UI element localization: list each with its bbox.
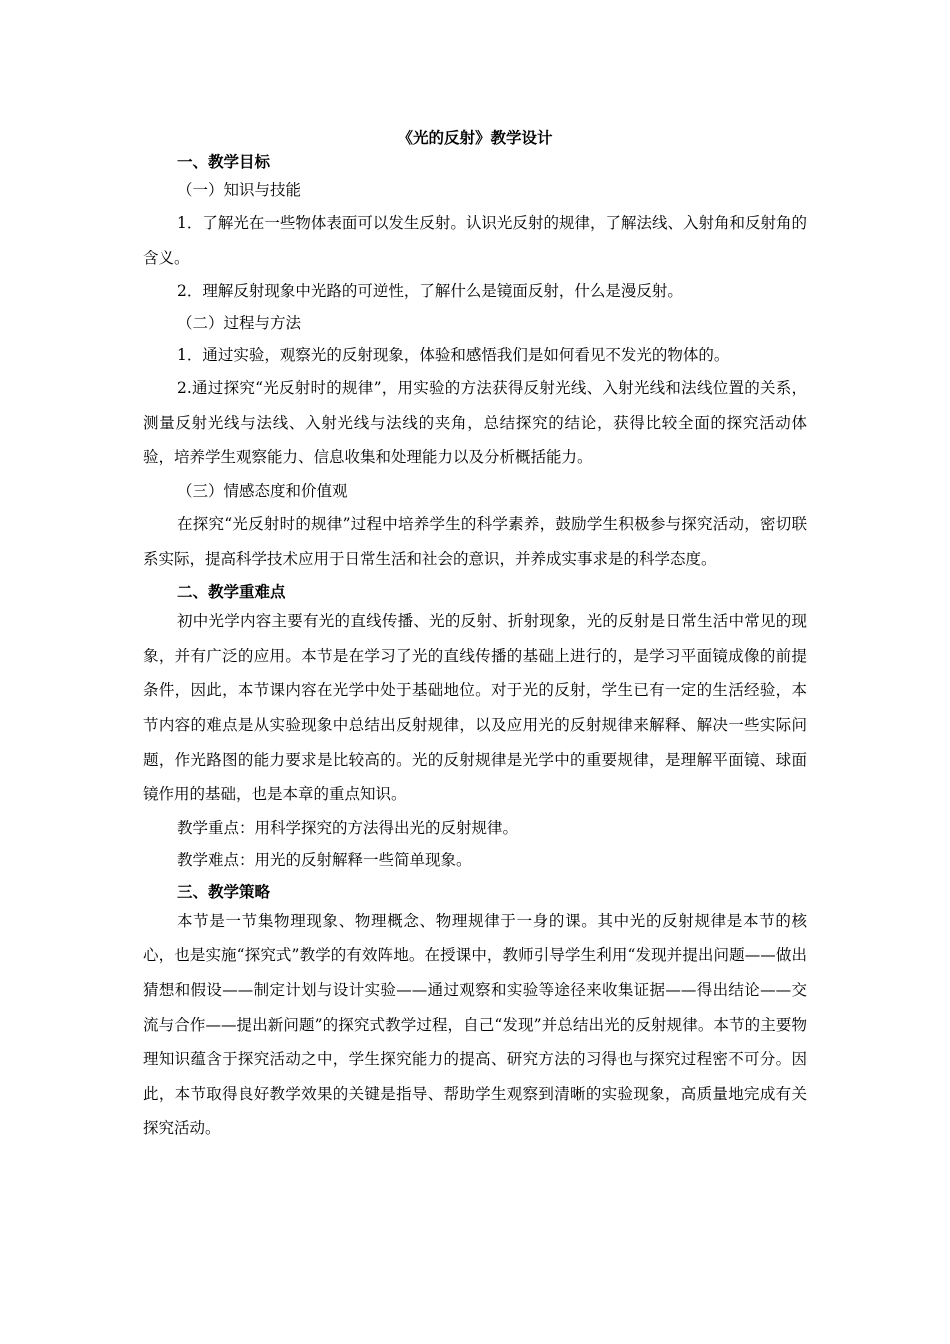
document-title: 《光的反射》教学设计 — [397, 129, 553, 147]
paragraph: 初中光学内容主要有光的直线传播、光的反射、折射现象，光的反射是日常生活中常见的现象，并有广泛的应用。本节是在学习了光的直线传播的基础上进行的，是学习平面镜成像的前提条件，因此，本节课内容在光学中处于基础地位。对于光的反射，学生已有一定的生活经验，本节内容的难点是从实验现象中总结出反射规律，以及应用光的反射规律来解释、解决一些实际问题，作光路图的能力要求是比较高的。光的反射规律是光学中的重要规律，是理解平面镜、球面镜作用的基础，也是本章的重点知识。 — [143, 612, 807, 804]
paragraph: 2．理解反射现象中光路的可逆性，了解什么是镜面反射，什么是漫反射。 — [177, 282, 683, 301]
paragraph: 1．通过实验，观察光的反射现象，体验和感悟我们是如何看见不发光的物体的。 — [177, 346, 730, 365]
paragraph-difficulty: 教学难点：用光的反射解释一些简单现象。 — [177, 850, 472, 869]
section-heading-key-points: 二、教学重难点 — [177, 583, 286, 602]
subheading-process-method: （二）过程与方法 — [177, 314, 302, 333]
paragraph: 本节是一节集物理现象、物理概念、物理规律于一身的课。其中光的反射规律是本节的核心，也是实施“探究式”教学的有效阵地。在授课中，教师引导学生利用“发现并提出问题——做出猜想和假设——制定计划与设计实验——通过观察和实验等途径来收集证据——得出结论——交流与合作——提出新问题”的探究式教学过程，自己“发现”并总结出光的反射规律。本节的主要物理知识蕴含于探究活动之中，学生探究能力的提高、研究方法的习得也与探究过程密不可分。因此，本节取得良好教学效果的关键是指导、帮助学生观察到清晰的实验现象，高质量地完成有关探究活动。 — [143, 911, 807, 1138]
paragraph: 在探究“光反射时的规律”过程中培养学生的科学素养，鼓励学生积极参与探究活动，密切联系实际，提高科学技术应用于日常生活和社会的意识，并养成实事求是的科学态度。 — [143, 514, 807, 568]
subheading-attitude-values: （三）情感态度和价值观 — [177, 481, 348, 500]
paragraph-key-point: 教学重点：用科学探究的方法得出光的反射规律。 — [177, 818, 519, 837]
section-heading-strategy: 三、教学策略 — [177, 882, 271, 901]
paragraph: 2.通过探究“光反射时的规律”，用实验的方法获得反射光线、入射光线和法线位置的关系，测量反射光线与法线、入射光线与法线的夹角，总结探究的结论，获得比较全面的探究活动体验，培养学生观察能力、信息收集和处理能力以及分析概括能力。 — [143, 379, 807, 467]
document-body — [143, 150, 807, 1146]
subheading-knowledge-skills: （一）知识与技能 — [177, 181, 302, 199]
paragraph: 1．了解光在一些物体表面可以发生反射。认识光反射的规律，了解法线、入射角和反射角的含义。 — [143, 214, 807, 267]
section-heading-objectives: 一、教学目标 — [177, 153, 271, 171]
